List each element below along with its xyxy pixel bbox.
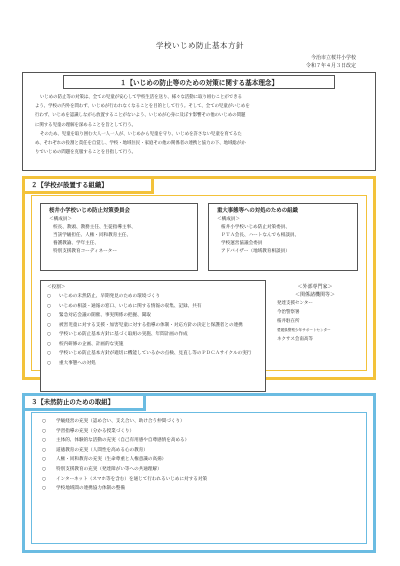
- roles-label: ＜役割＞: [47, 285, 66, 290]
- section-prevention: [22, 393, 376, 553]
- circle-bullet-icon: ○: [42, 428, 47, 434]
- emergency-member: ＰＴＡ会長、ハートなんでも相談員、: [221, 233, 300, 238]
- committee-box: [40, 203, 198, 271]
- section1-line: 行わず、いじめを認識しながら放置することがないよう、いじめが心身に及ぼす影響その他のいじめの問題: [35, 113, 246, 119]
- section1-body: [23, 89, 375, 157]
- external-item: 愛媛県警察少年サポートセンター: [277, 328, 331, 332]
- circle-bullet-icon: ○: [42, 447, 47, 453]
- school-name: 今治市立桜井小学校: [310, 55, 356, 61]
- roles-box: [40, 280, 266, 392]
- prevention-item: ○ 道徳教育の充実（人間性を高める心の教育）: [42, 446, 356, 456]
- section1-line: に関する児童の理解を深めることを旨として行う。: [35, 122, 136, 128]
- circle-bullet-icon: ○: [47, 303, 52, 309]
- section1-line: いじめの防止等の対策は、全ての児童が安心して学校生活を送り、様々な活動に取り組むことができる: [40, 95, 242, 100]
- committee-title: 桜井小学校いじめ防止対策委員会: [49, 208, 130, 214]
- emergency-org-title: 重大事態等への対処のための組織: [217, 208, 298, 214]
- role-item: ○ 校内研修の企画、計画的な実施: [47, 340, 259, 350]
- section-organizations: [22, 176, 376, 380]
- emergency-member: 学校運営協議会委員: [221, 241, 263, 246]
- emergency-members-label: ＜構成員＞: [217, 217, 240, 222]
- circle-bullet-icon: ○: [47, 341, 52, 347]
- external-title: ＜外部専門家＞: [297, 284, 333, 290]
- prevention-item: ○ 学校地域間の連携協力体制の整備: [42, 484, 356, 494]
- role-item: ○ 緊急対応会議の開催、事実関係の把握、聞取: [47, 311, 259, 321]
- circle-bullet-icon: ○: [47, 294, 52, 299]
- circle-bullet-icon: ○: [42, 486, 47, 492]
- role-item: ○ 被害児童に対する支援・加害児童に対する指導の体制・対応方針の決定と保護者との連携: [47, 321, 259, 331]
- section1-heading: １【いじめの防止等のための対策に関する基本理念】: [63, 75, 335, 89]
- section3-heading: ３【未然防止のための取組】: [22, 393, 146, 411]
- prevention-item: ○ 学級経営の充実（認め合い、支え合い、助け合う仲間づくり）: [42, 417, 356, 427]
- emergency-member: 桜井小学校いじめ防止対策委員、: [221, 225, 290, 230]
- section1-line: よう、学校の内外を問わず、いじめが行われなくなることを目的として行う。そして、全ての児童がいじめを: [35, 104, 250, 110]
- emergency-org-box: [208, 203, 358, 271]
- circle-bullet-icon: ○: [42, 466, 47, 472]
- committee-member: 当該学級担任、人権・同和教育主任、: [53, 233, 132, 238]
- role-item: ○ 重大事態への対処: [47, 359, 259, 369]
- prevention-item: ○ 学習指導の充実（分かる授業づくり）: [42, 427, 356, 437]
- circle-bullet-icon: ○: [42, 476, 47, 482]
- circle-bullet-icon: ○: [47, 322, 52, 328]
- circle-bullet-icon: ○: [47, 332, 52, 337]
- circle-bullet-icon: ○: [47, 313, 52, 318]
- prevention-item: ○ 主体的、体験的な活動の充実（自己有用感や自尊感情を高める）: [42, 436, 356, 446]
- role-item: ○ いじめの相談・通報の窓口、いじめに関する情報の収集、記録、共有: [47, 302, 259, 312]
- external-item: 発達支援センター: [277, 301, 313, 306]
- role-item: ○ 学校いじめ防止基本方針に基づく取組の実施、年間計画の作成: [47, 330, 259, 340]
- circle-bullet-icon: ○: [47, 360, 52, 366]
- role-item: ○ いじめの未然防止、早期発見のための環境づくり: [47, 292, 259, 302]
- circle-bullet-icon: ○: [42, 419, 47, 424]
- committee-member: 校長、教頭、教務主任、生徒指導主事、: [53, 225, 136, 230]
- prevention-item: ○ 特別支援教育の充実（発達障がい等への共通理解）: [42, 465, 356, 475]
- external-item: 今治警察署: [277, 310, 300, 315]
- circle-bullet-icon: ○: [42, 438, 47, 444]
- section3-inner: [31, 412, 367, 544]
- external-item: 桜井駐在所: [277, 319, 300, 324]
- committee-members-label: ＜構成員＞: [49, 217, 72, 222]
- section2-heading: ２【学校が設置する組織】: [22, 176, 154, 194]
- section-basic-philosophy: [22, 72, 376, 171]
- section1-line: め、それぞれの役割と責任を自覚し、学校・地域住民・家庭その他の関係者の連携と協力の下、地域総がか: [35, 141, 246, 147]
- external-experts-box: [272, 280, 358, 354]
- circle-bullet-icon: ○: [47, 351, 52, 356]
- external-item: ネクサス会南高等: [277, 337, 313, 342]
- page-title: 学校いじめ防止基本方針: [156, 41, 244, 50]
- agencies-title: ＜関係諸機関等＞: [294, 292, 335, 298]
- prevention-item: ○ インターネット（スマホ等を含む）を通じて行われるいじめに対する対策: [42, 475, 356, 485]
- role-item: ○ 学校いじめ防止基本方針が適切に機能しているかの点検、見直し等のＰＤＣＡサイクルの実行: [47, 349, 259, 359]
- section1-line: りでいじめの問題を克服することを目指して行う。: [35, 150, 136, 156]
- section1-line: そのため、児童を取り囲む大人一人一人が、いじめから児童を守り、いじめを許さない児童を育てるた: [40, 131, 242, 137]
- committee-member: 養護教諭、学年主任、: [53, 241, 99, 246]
- revision-date: 令和７年４月３日改定: [305, 63, 356, 69]
- emergency-member: アドバイザー（地域教育相談員）: [221, 249, 290, 254]
- prevention-item: ○ 人権・同和教育の充実（生命尊重と人権意識の高揚）: [42, 455, 356, 465]
- circle-bullet-icon: ○: [42, 457, 47, 463]
- committee-member: 特別支援教育コーディネーター: [53, 249, 117, 254]
- section2-inner: [31, 195, 367, 371]
